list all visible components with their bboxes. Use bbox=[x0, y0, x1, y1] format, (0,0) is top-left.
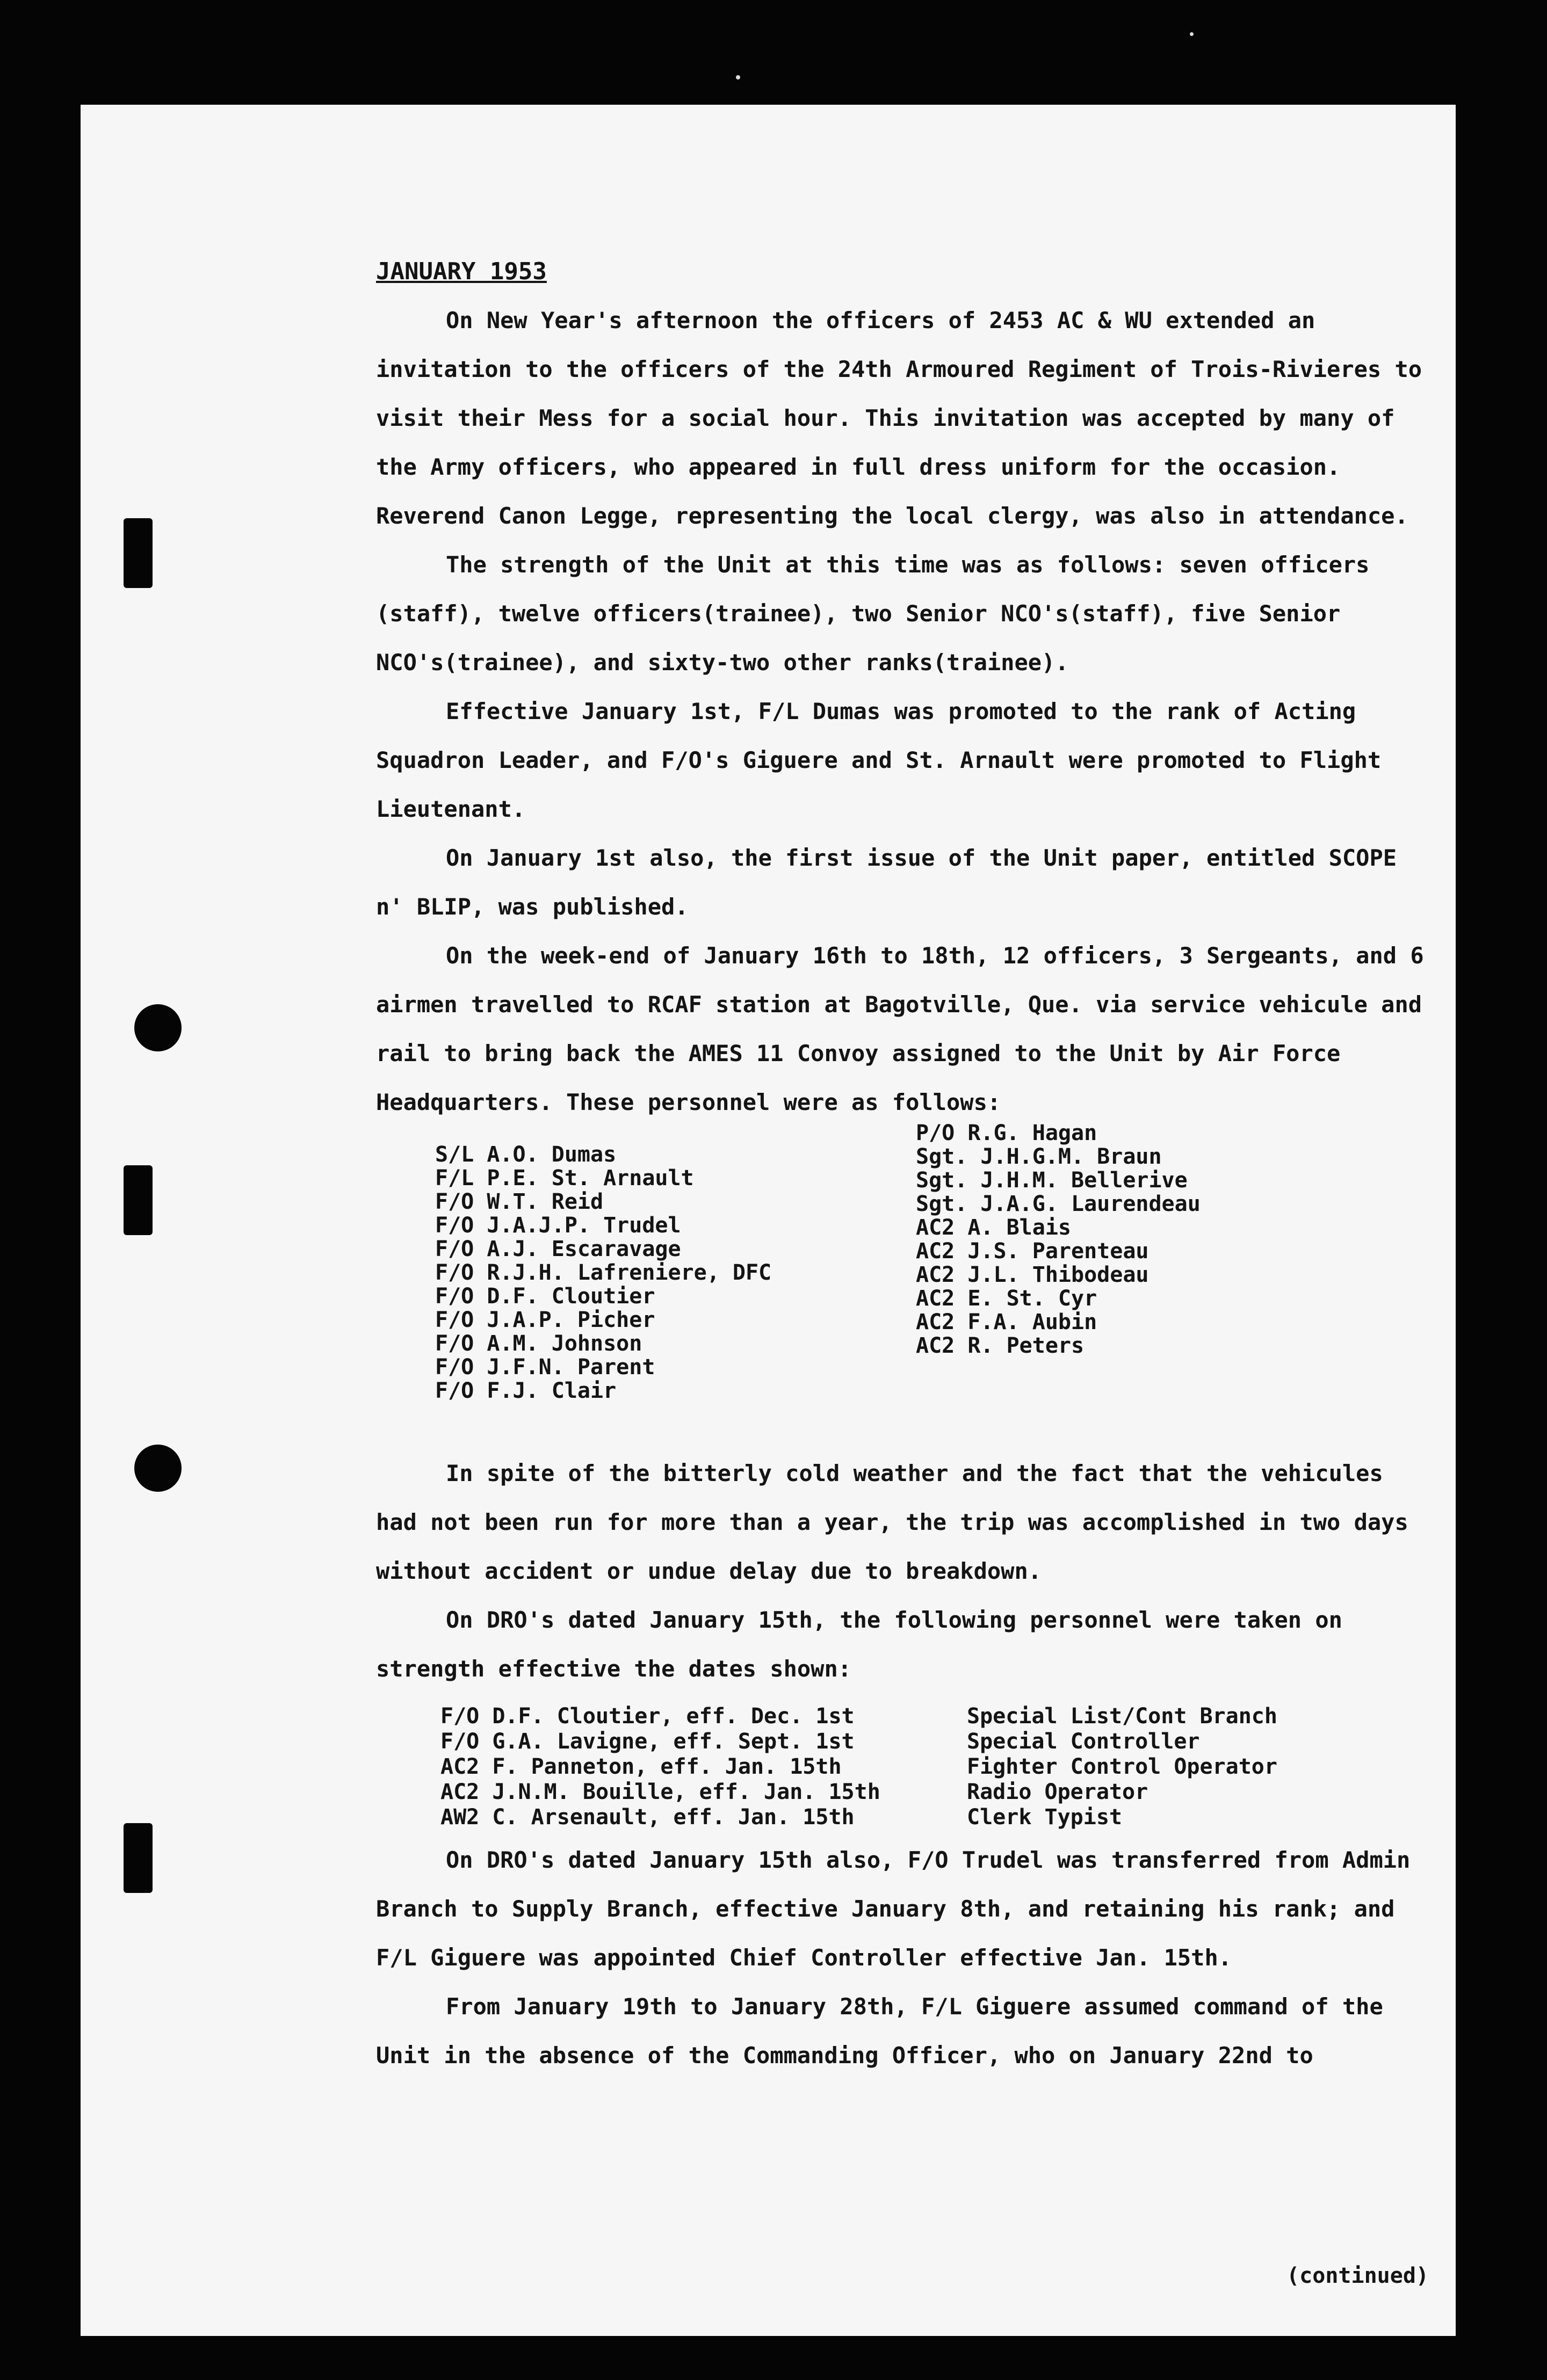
list-item: F/O G.A. Lavigne, eff. Sept. 1st bbox=[440, 1729, 855, 1754]
list-item: AC2 J.N.M. Bouille, eff. Jan. 15th bbox=[440, 1780, 880, 1804]
list-item: Radio Operator bbox=[967, 1780, 1148, 1804]
document-page bbox=[81, 105, 1456, 2336]
list-item: Sgt. J.A.G. Laurendeau bbox=[916, 1192, 1201, 1216]
list-item: F/O W.T. Reid bbox=[435, 1189, 604, 1214]
list-item: F/O A.J. Escaravage bbox=[435, 1237, 681, 1261]
strength-names bbox=[440, 1704, 880, 1830]
binder-slot-top bbox=[124, 518, 153, 588]
list-item: AC2 E. St. Cyr bbox=[916, 1286, 1097, 1311]
list-item: Sgt. J.H.G.M. Braun bbox=[916, 1144, 1162, 1169]
binder-slot-bottom bbox=[124, 1823, 153, 1893]
list-item: F/O F.J. Clair bbox=[435, 1378, 617, 1403]
personnel-list-left bbox=[435, 1143, 771, 1403]
list-item: AC2 R. Peters bbox=[916, 1333, 1085, 1358]
punch-hole-lower bbox=[134, 1445, 182, 1492]
paragraph: From January 19th to January 28th, F/L Giguere assumed command of the Unit in the absence of the Commanding Officer, who on January 22nd to bbox=[376, 1993, 1383, 2069]
paragraph: On New Year's afternoon the officers of 2453 AC & WU extended an invitation to the officers of the 24th Armoured Regiment of Trois-Rivieres to visit their Mess for a social hour. This invitation was accepted by many of the Army officers, who appeared in full dress uniform for the occasion. Reverend Canon Legge, representing the local clergy, was also in attendance. bbox=[376, 307, 1422, 529]
list-item: AC2 F.A. Aubin bbox=[916, 1310, 1097, 1334]
list-item: F/O D.F. Cloutier bbox=[435, 1284, 655, 1309]
list-item: F/O A.M. Johnson bbox=[435, 1331, 642, 1356]
list-item: AC2 J.L. Thibodeau bbox=[916, 1262, 1149, 1287]
strength-list bbox=[376, 1704, 1429, 1830]
list-item: Fighter Control Operator bbox=[967, 1754, 1277, 1779]
strength-roles bbox=[967, 1704, 1277, 1830]
list-item: AC2 J.S. Parenteau bbox=[916, 1239, 1149, 1264]
list-item: Special List/Cont Branch bbox=[967, 1704, 1277, 1729]
paragraph: Effective January 1st, F/L Dumas was promoted to the rank of Acting Squadron Leader, and F/O's Giguere and St. Arnault were promoted to Flight Lieutenant. bbox=[376, 698, 1382, 822]
list-item: AC2 A. Blais bbox=[916, 1215, 1071, 1240]
list-item: F/O D.F. Cloutier, eff. Dec. 1st bbox=[440, 1704, 855, 1729]
list-item: AW2 C. Arsenault, eff. Jan. 15th bbox=[440, 1805, 855, 1830]
list-item: P/O R.G. Hagan bbox=[916, 1121, 1097, 1145]
list-item: F/O R.J.H. Lafreniere, DFC bbox=[435, 1260, 772, 1285]
personnel-list-right bbox=[916, 1121, 1201, 1358]
document-body bbox=[376, 258, 1429, 2288]
list-item: F/O J.F.N. Parent bbox=[435, 1355, 655, 1380]
punch-hole-upper bbox=[134, 1004, 182, 1051]
list-item: F/O J.A.J.P. Trudel bbox=[435, 1213, 681, 1238]
page-title: JANUARY 1953 bbox=[376, 258, 547, 285]
list-item: F/O J.A.P. Picher bbox=[435, 1308, 655, 1332]
paragraph: In spite of the bitterly cold weather and the fact that the vehicules had not been run for more than a year, the trip was accomplished in two days without accident or undue delay due to breakdown. bbox=[376, 1460, 1408, 1584]
binder-slot-middle bbox=[124, 1165, 153, 1235]
paragraph: On the week-end of January 16th to 18th, 12 officers, 3 Sergeants, and 6 airmen travelled to RCAF station at Bagotville, Que. via service vehicule and rail to bring back the AMES 11 Convoy assigned to the Unit by Air Force Headquarters. These personnel were as follows: bbox=[376, 942, 1424, 1115]
film-speck bbox=[736, 75, 740, 79]
list-item: S/L A.O. Dumas bbox=[435, 1142, 617, 1167]
list-item: Sgt. J.H.M. Bellerive bbox=[916, 1168, 1188, 1193]
list-item: F/L P.E. St. Arnault bbox=[435, 1166, 694, 1191]
paragraph: On DRO's dated January 15th also, F/O Trudel was transferred from Admin Branch to Supply Branch, effective January 8th, and retaining his rank; and F/L Giguere was appointed Chief Controller effective Jan. 15th. bbox=[376, 1847, 1411, 1971]
film-speck bbox=[1190, 32, 1194, 36]
list-item: Clerk Typist bbox=[967, 1805, 1122, 1830]
personnel-list bbox=[376, 1121, 1429, 1433]
continued-note: (continued) bbox=[1286, 2263, 1429, 2288]
paragraph: The strength of the Unit at this time was as follows: seven officers (staff), twelve officers(trainee), two Senior NCO's(staff), five Senior NCO's(trainee), and sixty-two other ranks(trainee). bbox=[376, 552, 1370, 676]
paragraph: On January 1st also, the first issue of the Unit paper, entitled SCOPE n' BLIP, was published. bbox=[376, 845, 1397, 920]
list-item: AC2 F. Panneton, eff. Jan. 15th bbox=[440, 1754, 842, 1779]
list-item: Special Controller bbox=[967, 1729, 1200, 1754]
paragraph: On DRO's dated January 15th, the following personnel were taken on strength effective the dates shown: bbox=[376, 1607, 1342, 1682]
